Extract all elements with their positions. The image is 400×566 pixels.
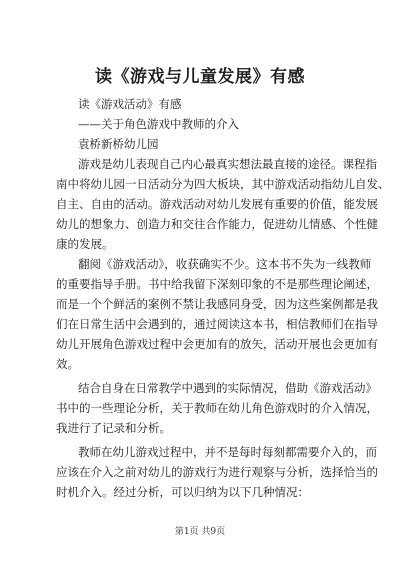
paragraph-1-line: 游戏是幼儿表现自己内心最真实想法最直接的途径。课程指 (78, 157, 377, 171)
paragraph-4-line: 时机介入。经过分析，可以归纳为以下几种情况： (56, 485, 309, 499)
subtitle-topic: ——关于角色游戏中教师的介入 (78, 117, 239, 131)
paragraph-4-line: 教师在幼儿游戏过程中，并不是每时每刻都需要介入的，而 (78, 445, 377, 459)
paragraph-2-line: 的重要指导手册。书中给我留下深刻印象的不是那些理论阐述， (56, 277, 378, 291)
paragraph-2-line: 翻阅《游戏活动》，收获确实不少。这本书不失为一线教师 (78, 257, 372, 271)
document-title: 读《游戏与儿童发展》有感 (95, 67, 305, 87)
paragraph-4-line: 应该在介入之前对幼儿的游戏行为进行观察与分析，选择恰当的 (56, 465, 378, 479)
subtitle-reading-note: 读《游戏活动》有感 (78, 97, 182, 111)
paragraph-2-line: 效。 (56, 357, 79, 371)
paragraph-2-line: 而是一个个鲜活的案例不禁让我感同身受，因为这些案例都是我 (56, 297, 378, 311)
paragraph-2-line: 们在日常生活中会遇到的，通过阅读这本书，相信教师们在指导 (56, 317, 378, 331)
paragraph-3-line: 我进行了记录和分析。 (56, 421, 171, 435)
paragraph-1-line: 幼儿的想象力、创造力和交往合作能力，促进幼儿情感、个性健 (56, 217, 378, 231)
paragraph-3-line: 书中的一些理论分析，关于教师在幼儿角色游戏时的介入情况， (56, 401, 378, 415)
author-line: 袁桥新桥幼儿园 (78, 137, 159, 151)
paragraph-1-line: 康的发展。 (56, 237, 114, 251)
paragraph-2-line: 幼儿开展角色游戏过程中会更加有的放矢，活动开展也会更加有 (56, 337, 378, 351)
page-number-footer: 第1页 共9页 (174, 527, 226, 537)
paragraph-1-line: 南中将幼儿园一日活动分为四大板块，其中游戏活动指幼儿自发、 (56, 177, 390, 191)
paragraph-1-line: 自主、自由的活动。游戏活动对幼儿发展有重要的价值，能发展 (56, 197, 378, 211)
paragraph-3-line: 结合自身在日常教学中遇到的实际情况，借助《游戏活动》 (78, 381, 377, 395)
